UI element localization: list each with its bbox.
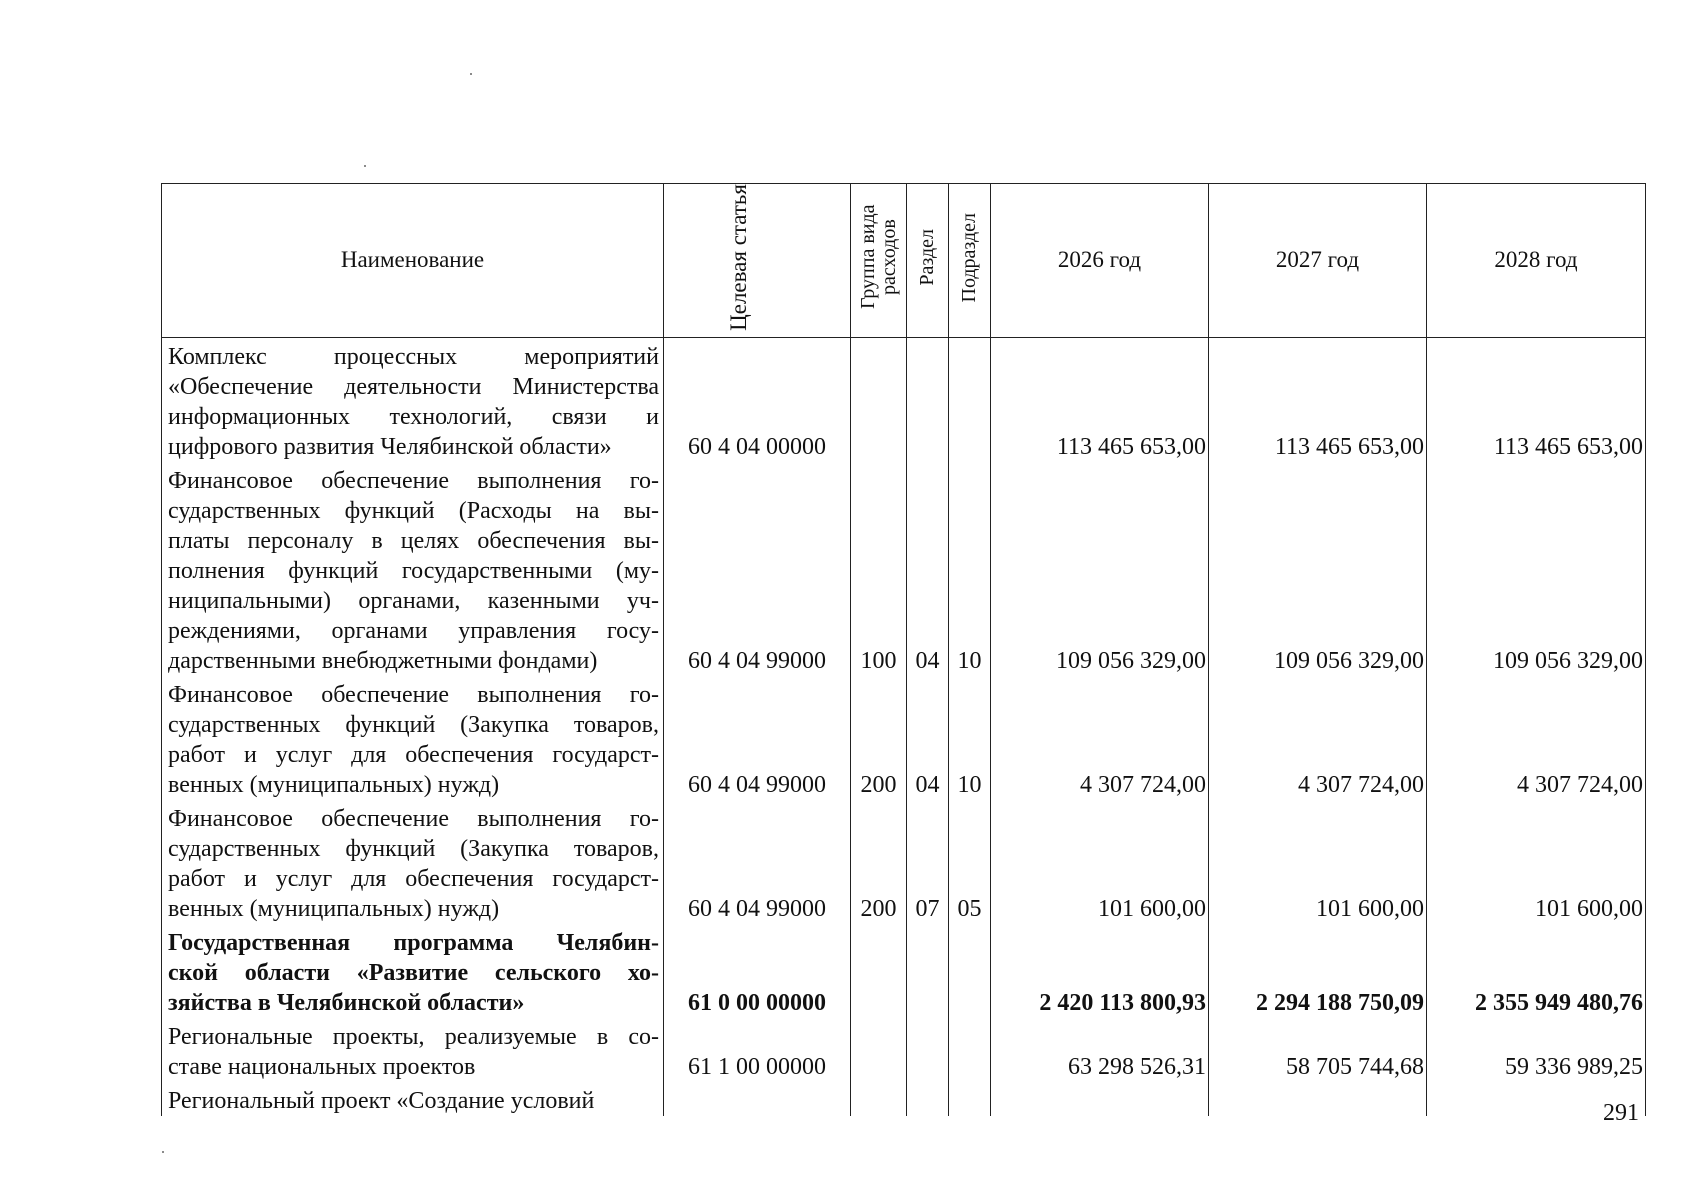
header-2027: 2027 год [1209,184,1427,338]
row-name-line: полнения функций государственными (му- [168,557,659,584]
target-article-cell: 60 4 04 99000 [664,462,851,676]
expense-group-cell: 100 [851,462,907,676]
expense-group-cell [851,1018,907,1082]
table-header-row [162,184,1646,338]
row-name-line: сударственных функций (Закупка товаров, [168,835,659,862]
row-name-line: сударственных функций (Закупка товаров, [168,711,659,738]
section-cell [907,337,949,462]
amount-2027-cell [1209,1082,1427,1116]
row-name-line: ниципальными) органами, казенными уч- [168,587,659,614]
amount-2028-cell: 59 336 989,25 [1427,1018,1646,1082]
header-subsection: Подраздел [949,184,991,338]
row-name [162,337,664,462]
subsection-cell: 10 [949,462,991,676]
expense-group-cell: 200 [851,800,907,924]
target-article-cell: 60 4 04 00000 [664,337,851,462]
table-row [162,1018,1646,1082]
section-cell [907,924,949,1018]
target-article-cell [664,1082,851,1116]
row-name-line: ской области «Развитие сельского хо- [168,959,659,986]
scan-speck [364,165,366,167]
row-name-line: Комплекс процессных мероприятий [168,343,659,370]
target-article-cell: 60 4 04 99000 [664,676,851,800]
row-name [162,800,664,924]
subsection-cell [949,337,991,462]
amount-2027-cell: 4 307 724,00 [1209,676,1427,800]
row-name-line: венных (муниципальных) нужд) [168,771,500,798]
row-name [162,1082,664,1116]
row-name-line: Финансовое обеспечение выполнения го- [168,805,659,832]
amount-2026-cell: 4 307 724,00 [991,676,1209,800]
expense-group-cell [851,924,907,1018]
row-name-line: Государственная программа Челябин- [168,929,659,956]
expense-group-cell: 200 [851,676,907,800]
row-name-line: венных (муниципальных) нужд) [168,895,500,922]
row-name-line: зяйства в Челябинской области» [168,989,525,1016]
row-name-line: реждениями, органами управления госу- [168,617,659,644]
amount-2026-cell: 101 600,00 [991,800,1209,924]
row-name-line: информационных технологий, связи и [168,403,659,430]
row-name-line: сударственных функций (Расходы на вы- [168,497,659,524]
header-target-article: Целевая статья [664,184,851,338]
section-cell: 04 [907,676,949,800]
row-name-line: работ и услуг для обеспечения государст- [168,741,659,768]
header-section: Раздел [907,184,949,338]
row-name [162,924,664,1018]
amount-2028-cell: 101 600,00 [1427,800,1646,924]
expense-group-cell [851,337,907,462]
header-name: Наименование [162,184,664,338]
target-article-cell: 60 4 04 99000 [664,800,851,924]
row-name-line: Финансовое обеспечение выполнения го- [168,467,659,494]
row-name-line: цифрового развития Челябинской области» [168,433,612,460]
amount-2026-cell: 63 298 526,31 [991,1018,1209,1082]
subsection-cell: 10 [949,676,991,800]
row-name-line: Региональный проект «Создание условий [168,1087,595,1114]
amount-2027-cell: 58 705 744,68 [1209,1018,1427,1082]
section-cell [907,1082,949,1116]
row-name-line: работ и услуг для обеспечения государст- [168,865,659,892]
table-row [162,337,1646,462]
section-cell [907,1018,949,1082]
amount-2028-cell: 4 307 724,00 [1427,676,1646,800]
amount-2026-cell: 113 465 653,00 [991,337,1209,462]
amount-2026-cell [991,1082,1209,1116]
amount-2027-cell: 113 465 653,00 [1209,337,1427,462]
table-row [162,462,1646,676]
amount-2026-cell: 2 420 113 800,93 [991,924,1209,1018]
scan-speck [162,1151,164,1153]
scan-speck [470,73,472,75]
amount-2027-cell: 101 600,00 [1209,800,1427,924]
target-article-cell: 61 1 00 00000 [664,1018,851,1082]
row-name-line: ставе национальных проектов [168,1053,476,1080]
header-2026: 2026 год [991,184,1209,338]
amount-2028-cell: 109 056 329,00 [1427,462,1646,676]
subsection-cell [949,924,991,1018]
row-name-line: Региональные проекты, реализуемые в со- [168,1023,659,1050]
table-row [162,1082,1646,1116]
budget-table [161,183,1646,1116]
header-expense-group: Группа вида расходов [851,184,907,338]
row-name [162,462,664,676]
amount-2026-cell: 109 056 329,00 [991,462,1209,676]
amount-2027-cell: 109 056 329,00 [1209,462,1427,676]
table-row [162,676,1646,800]
row-name-line: Финансовое обеспечение выполнения го- [168,681,659,708]
subsection-cell: 05 [949,800,991,924]
table-row [162,924,1646,1018]
section-cell: 04 [907,462,949,676]
table-row [162,800,1646,924]
row-name-line: платы персоналу в целях обеспечения вы- [168,527,659,554]
section-cell: 07 [907,800,949,924]
row-name [162,1018,664,1082]
amount-2028-cell: 2 355 949 480,76 [1427,924,1646,1018]
subsection-cell [949,1082,991,1116]
amount-2027-cell: 2 294 188 750,09 [1209,924,1427,1018]
target-article-cell: 61 0 00 00000 [664,924,851,1018]
row-name [162,676,664,800]
subsection-cell [949,1018,991,1082]
expense-group-cell [851,1082,907,1116]
row-name-line: «Обеспечение деятельности Министерства [168,373,659,400]
amount-2028-cell: 113 465 653,00 [1427,337,1646,462]
page-number: 291 [1603,1100,1639,1126]
header-2028: 2028 год [1427,184,1646,338]
row-name-line: дарственными внебюджетными фондами) [168,647,598,674]
